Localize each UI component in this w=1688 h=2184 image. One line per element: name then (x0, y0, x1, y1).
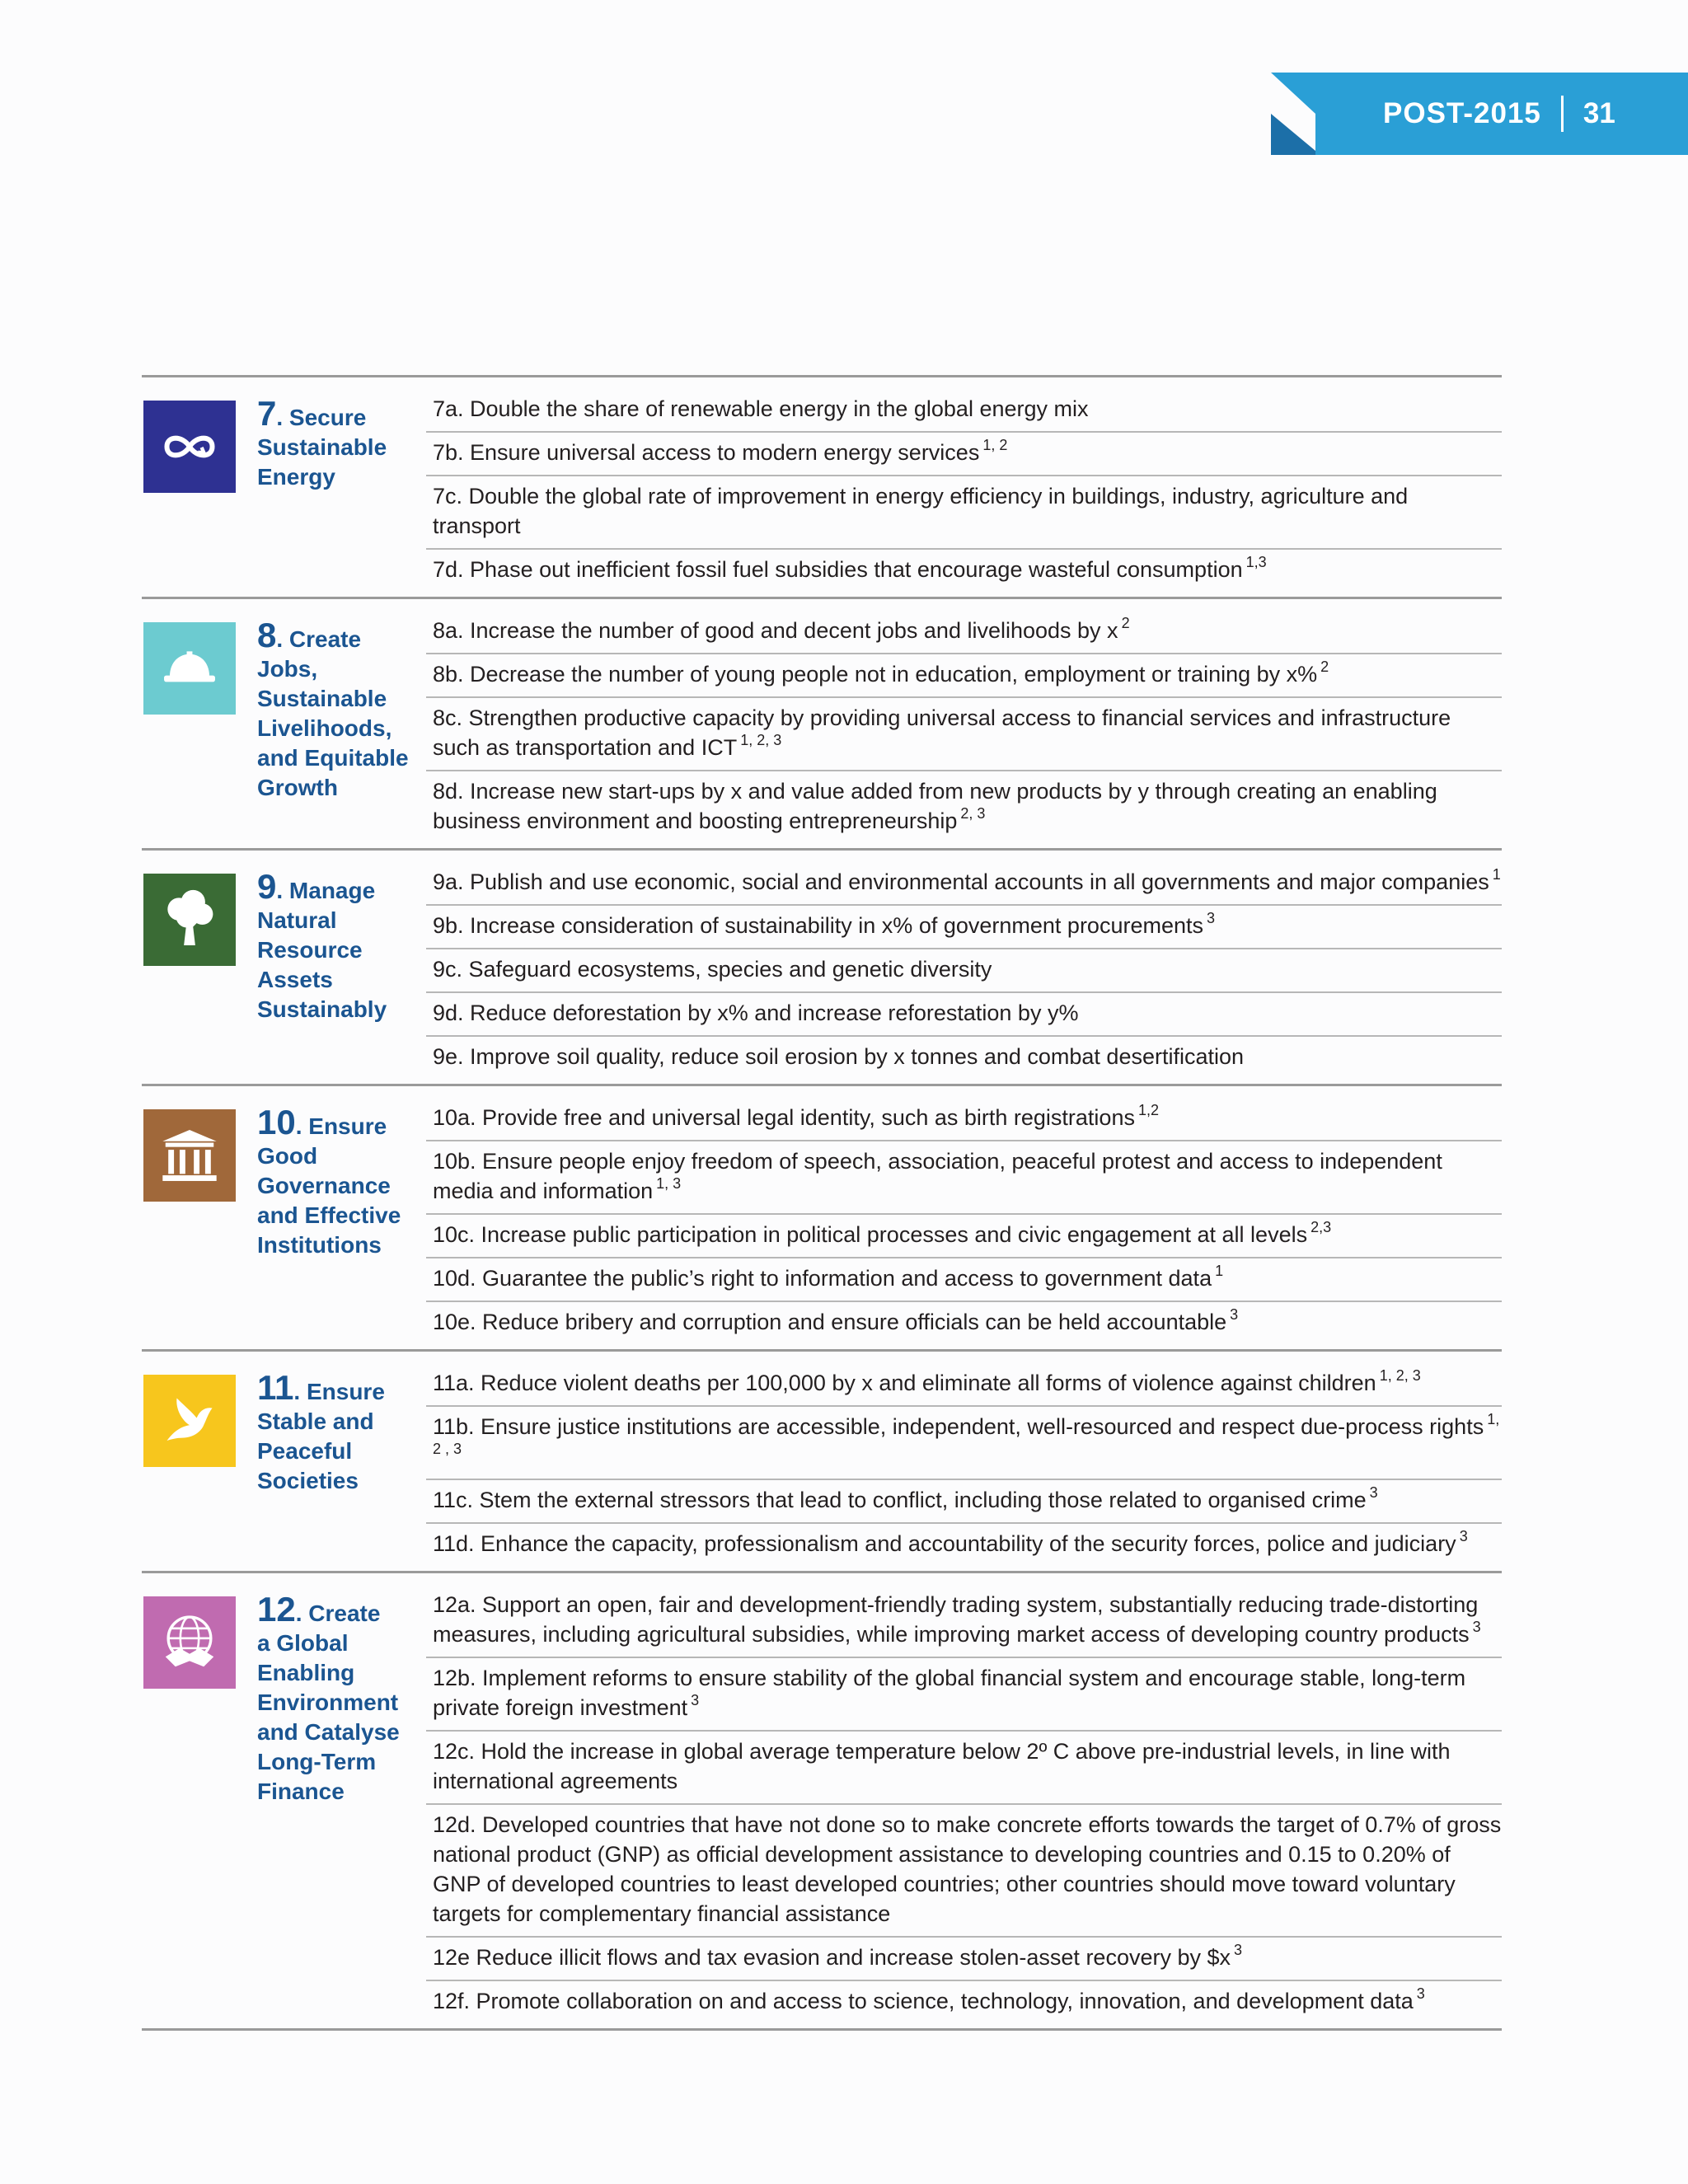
goal-title-line: and Catalyse (257, 1719, 400, 1745)
target-item (426, 1141, 1502, 1215)
header-bar (1315, 73, 1688, 155)
footnote-reference: 2 (1320, 658, 1329, 675)
target-list (426, 1573, 1502, 2028)
goal-title-line: Stable and (257, 1408, 374, 1434)
target-item (426, 771, 1502, 843)
goal-title-line: Sustainable (257, 434, 387, 460)
target-item (426, 1407, 1502, 1480)
target-text: 11b. Ensure justice institutions are accessible, independent, well-resourced and respect due-process rights (433, 1414, 1484, 1439)
footnote-reference: 1 (1215, 1263, 1224, 1279)
footnote-reference: 2 (1121, 615, 1130, 631)
footnote-reference: 1, 2 (982, 437, 1008, 453)
goal-title-line: Enabling (257, 1660, 355, 1685)
target-list (426, 377, 1502, 597)
target-item (426, 476, 1502, 550)
target-list (426, 851, 1502, 1084)
target-item (426, 949, 1502, 993)
footnote-reference: 3 (691, 1692, 700, 1708)
footnote-reference: 2,3 (1311, 1219, 1332, 1235)
target-item (426, 1585, 1502, 1658)
target-text: 8b. Decrease the number of young people not in education, employment or training by x% (433, 662, 1318, 687)
target-text: 12d. Developed countries that have not done so to make concrete efforts towards the target of 0.7% of gross national product (GNP) as official development assistance to developing countries and 0.15 to 0.20% of GNP of developed countries to least developed countries; other countries should move toward voluntary targets for complementary financial assistance (433, 1812, 1502, 1926)
footnote-reference: 3 (1369, 1484, 1378, 1501)
goal-title-line: . Secure (276, 405, 367, 430)
goal-number: 8 (257, 616, 277, 654)
goal-title-line: a Global (257, 1630, 349, 1656)
goal-title-line: Finance (257, 1779, 345, 1804)
target-text: 10d. Guarantee the public’s right to information and access to government data (433, 1266, 1212, 1291)
tree-icon (143, 874, 236, 966)
footnote-reference: 1 (1492, 866, 1501, 883)
target-item (426, 906, 1502, 949)
courthouse-icon (143, 1109, 236, 1202)
target-text: 8c. Strengthen productive capacity by providing universal access to financial services and infrastructure such as transportation and ICT (433, 705, 1451, 760)
goal-title (257, 394, 422, 492)
goal-title-line: . Ensure (295, 1113, 387, 1139)
goal-12 (142, 1571, 1502, 2031)
goal-title-line: Environment (257, 1690, 399, 1715)
target-item (426, 1258, 1502, 1302)
goal-9 (142, 848, 1502, 1084)
goal-11 (142, 1349, 1502, 1571)
target-text: 10e. Reduce bribery and corruption and ensure officials can be held accountable (433, 1310, 1227, 1334)
footnote-reference: 1, 3 (656, 1175, 682, 1192)
target-item (426, 1805, 1502, 1938)
target-text: 11d. Enhance the capacity, professionalism and accountability of the security forces, police and judiciary (433, 1531, 1456, 1556)
header-tab-fold (1271, 73, 1315, 114)
target-text: 8a. Increase the number of good and decent jobs and livelihoods by x (433, 618, 1118, 643)
target-text: 12c. Hold the increase in global average temperature below 2º C above pre-industrial levels, in line with international agreements (433, 1739, 1451, 1793)
goal-title-line: Sustainable (257, 686, 387, 711)
goal-title (257, 1103, 422, 1260)
goal-10 (142, 1084, 1502, 1349)
target-list (426, 1086, 1502, 1349)
goal-title-line: Long-Term (257, 1749, 377, 1774)
target-text: 10c. Increase public participation in political processes and civic engagement at all levels (433, 1222, 1308, 1247)
footnote-reference: 3 (1472, 1619, 1481, 1635)
footnote-reference: 1,3 (1245, 554, 1267, 570)
goal-title-line: and Effective (257, 1202, 401, 1228)
footnote-reference: 3 (1207, 910, 1216, 926)
target-item (426, 1037, 1502, 1079)
target-text: 10a. Provide free and universal legal identity, such as birth registrations (433, 1105, 1135, 1130)
header-tab-fold-shadow (1271, 114, 1320, 155)
footnote-reference: 1, 2 , 3 (433, 1411, 1500, 1457)
target-text: 7b. Ensure universal access to modern energy services (433, 440, 980, 465)
target-text: 12e Reduce illicit flows and tax evasion and increase stolen-asset recovery by $x (433, 1945, 1231, 1970)
hard-hat-icon (143, 622, 236, 715)
goal-8 (142, 597, 1502, 848)
target-text: 11a. Reduce violent deaths per 100,000 by x and eliminate all forms of violence against children (433, 1371, 1376, 1395)
target-list (426, 599, 1502, 848)
target-text: 12b. Implement reforms to ensure stability of the global financial system and encourage stable, long-term private foreign investment (433, 1666, 1466, 1720)
target-item (426, 862, 1502, 906)
footnote-reference: 3 (1234, 1942, 1243, 1958)
goal-title-line: Resource (257, 937, 363, 963)
dove-icon (143, 1375, 236, 1467)
goal-number: 11 (257, 1368, 294, 1407)
target-item (426, 1480, 1502, 1524)
target-item (426, 1981, 1502, 2023)
goal-title-line: . Create (295, 1601, 381, 1626)
goal-title-line: Livelihoods, (257, 715, 392, 741)
target-text: 9a. Publish and use economic, social and environmental accounts in all governments and major companies (433, 869, 1489, 894)
footnote-reference: 3 (1230, 1306, 1239, 1323)
goals-table (142, 375, 1502, 2031)
target-item (426, 654, 1502, 698)
target-item (426, 1732, 1502, 1805)
target-text: 9d. Reduce deforestation by x% and increase reforestation by y% (433, 1001, 1079, 1025)
goal-7 (142, 375, 1502, 597)
target-text: 9e. Improve soil quality, reduce soil erosion by x tonnes and combat desertification (433, 1044, 1245, 1069)
target-text: 12f. Promote collaboration on and access to science, technology, innovation, and development data (433, 1989, 1414, 2013)
target-item (426, 1302, 1502, 1344)
footnote-reference: 3 (1459, 1528, 1468, 1544)
footnote-reference: 1, 2, 3 (1379, 1367, 1421, 1384)
target-item (426, 1658, 1502, 1732)
target-item (426, 1363, 1502, 1407)
footnote-reference: 2, 3 (960, 805, 986, 822)
goal-title-line: Energy (257, 464, 335, 490)
goal-title-line: . Create Jobs, (257, 626, 362, 682)
goal-title-line: Governance (257, 1173, 391, 1198)
target-text: 10b. Ensure people enjoy freedom of speech, association, peaceful protest and access to independent media and information (433, 1149, 1442, 1203)
goal-number: 10 (257, 1103, 296, 1141)
header-divider (1561, 96, 1564, 132)
target-text: 7a. Double the share of renewable energy in the global energy mix (433, 396, 1089, 421)
target-item (426, 1215, 1502, 1258)
goal-title (257, 867, 422, 1024)
target-item (426, 433, 1502, 476)
footnote-reference: 3 (1416, 1985, 1425, 2002)
goal-title-line: Good (257, 1143, 318, 1169)
target-item (426, 698, 1502, 771)
goal-title-line: Natural (257, 907, 337, 933)
footnote-reference: 1, 2, 3 (740, 732, 782, 748)
page-number: 31 (1582, 97, 1615, 129)
target-item (426, 1098, 1502, 1141)
goal-title-line: Assets (257, 967, 333, 992)
goal-title-line: . Manage (276, 878, 376, 903)
target-list (426, 1352, 1502, 1571)
goal-title (257, 616, 422, 803)
goal-number: 7 (257, 394, 277, 433)
target-item (426, 1524, 1502, 1566)
target-text: 7c. Double the global rate of improvement in energy efficiency in buildings, industry, agriculture and transport (433, 484, 1409, 538)
footnote-reference: 1,2 (1137, 1102, 1159, 1118)
goal-title-line: . Ensure (293, 1379, 385, 1404)
goal-number: 9 (257, 867, 277, 906)
goal-title-line: and Equitable (257, 745, 409, 771)
goal-title (257, 1368, 422, 1496)
header-title: POST-2015 (1383, 97, 1541, 129)
goal-number: 12 (257, 1590, 296, 1629)
goal-title-line: Societies (257, 1468, 359, 1493)
target-item (426, 993, 1502, 1037)
page-header-tab (1271, 73, 1688, 155)
target-text: 7d. Phase out inefficient fossil fuel subsidies that encourage wasteful consumption (433, 557, 1243, 582)
infinity-icon (143, 401, 236, 493)
goal-title-line: Institutions (257, 1232, 382, 1258)
target-item (426, 1938, 1502, 1981)
target-item (426, 389, 1502, 433)
target-text: 8d. Increase new start-ups by x and value added from new products by y through creating an enabling business environment and boosting entrepreneurship (433, 779, 1437, 833)
goal-title-line: Peaceful (257, 1438, 353, 1464)
target-text: 9c. Safeguard ecosystems, species and genetic diversity (433, 957, 992, 982)
goal-title (257, 1590, 422, 1807)
goal-title-line: Growth (257, 775, 338, 800)
goal-title-line: Sustainably (257, 996, 387, 1022)
target-text: 11c. Stem the external stressors that lead to conflict, including those related to organised crime (433, 1488, 1367, 1512)
target-item (426, 611, 1502, 654)
target-text: 12a. Support an open, fair and development-friendly trading system, substantially reducing trade-distorting measures, including agricultural subsidies, while improving market access of developing country products (433, 1592, 1479, 1647)
target-item (426, 550, 1502, 592)
target-text: 9b. Increase consideration of sustainability in x% of government procurements (433, 913, 1203, 938)
globe-handshake-icon (143, 1596, 236, 1689)
